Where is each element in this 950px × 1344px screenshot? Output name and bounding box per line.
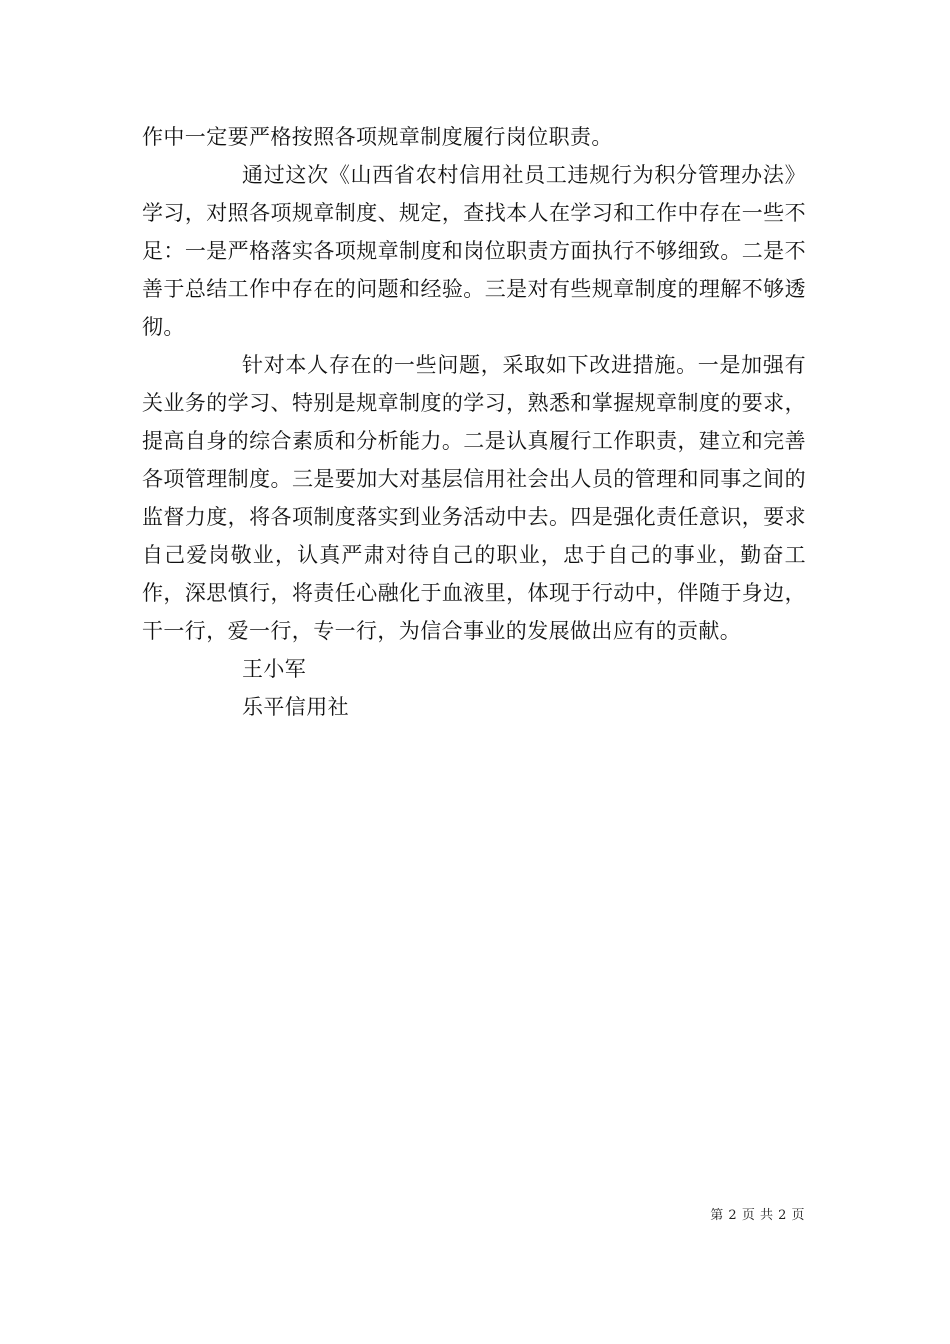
paragraph-shortcomings: 通过这次《山西省农村信用社员工违规行为积分管理办法》学习，对照各项规章制度、规定，查找本人在学习和工作中存在一些不足：一是严格落实各项规章制度和岗位职责方面执行不够细致。二是不善于总结工作中存在的问题和经验。三是对有些规章制度的理解不够透彻。 [142,163,806,339]
paragraph-improvements: 针对本人存在的一些问题，采取如下改进措施。一是加强有关业务的学习、特别是规章制度的学习，熟悉和掌握规章制度的要求，提高自身的综合素质和分析能力。二是认真履行工作职责，建立和完善各项管理制度。三是要加大对基层信用社会出人员的管理和同事之间的监督力度，将各项制度落实到业务活动中去。四是强化责任意识，要求自己爱岗敬业，认真严肃对待自己的职业，忠于自己的事业，勤奋工作，深思慎行，将责任心融化于血液里，体现于行动中，伴随于身边，干一行，爱一行，专一行，为信合事业的发展做出应有的贡献。 [142,353,806,643]
signature-name: 王小军 [242,657,307,681]
page-number-footer: 第 2 页 共 2 页 [710,1208,805,1223]
signature-organization: 乐平信用社 [242,695,349,719]
document-body [142,118,806,726]
paragraph-continuation: 作中一定要严格按照各项规章制度履行岗位职责。 [142,125,613,149]
